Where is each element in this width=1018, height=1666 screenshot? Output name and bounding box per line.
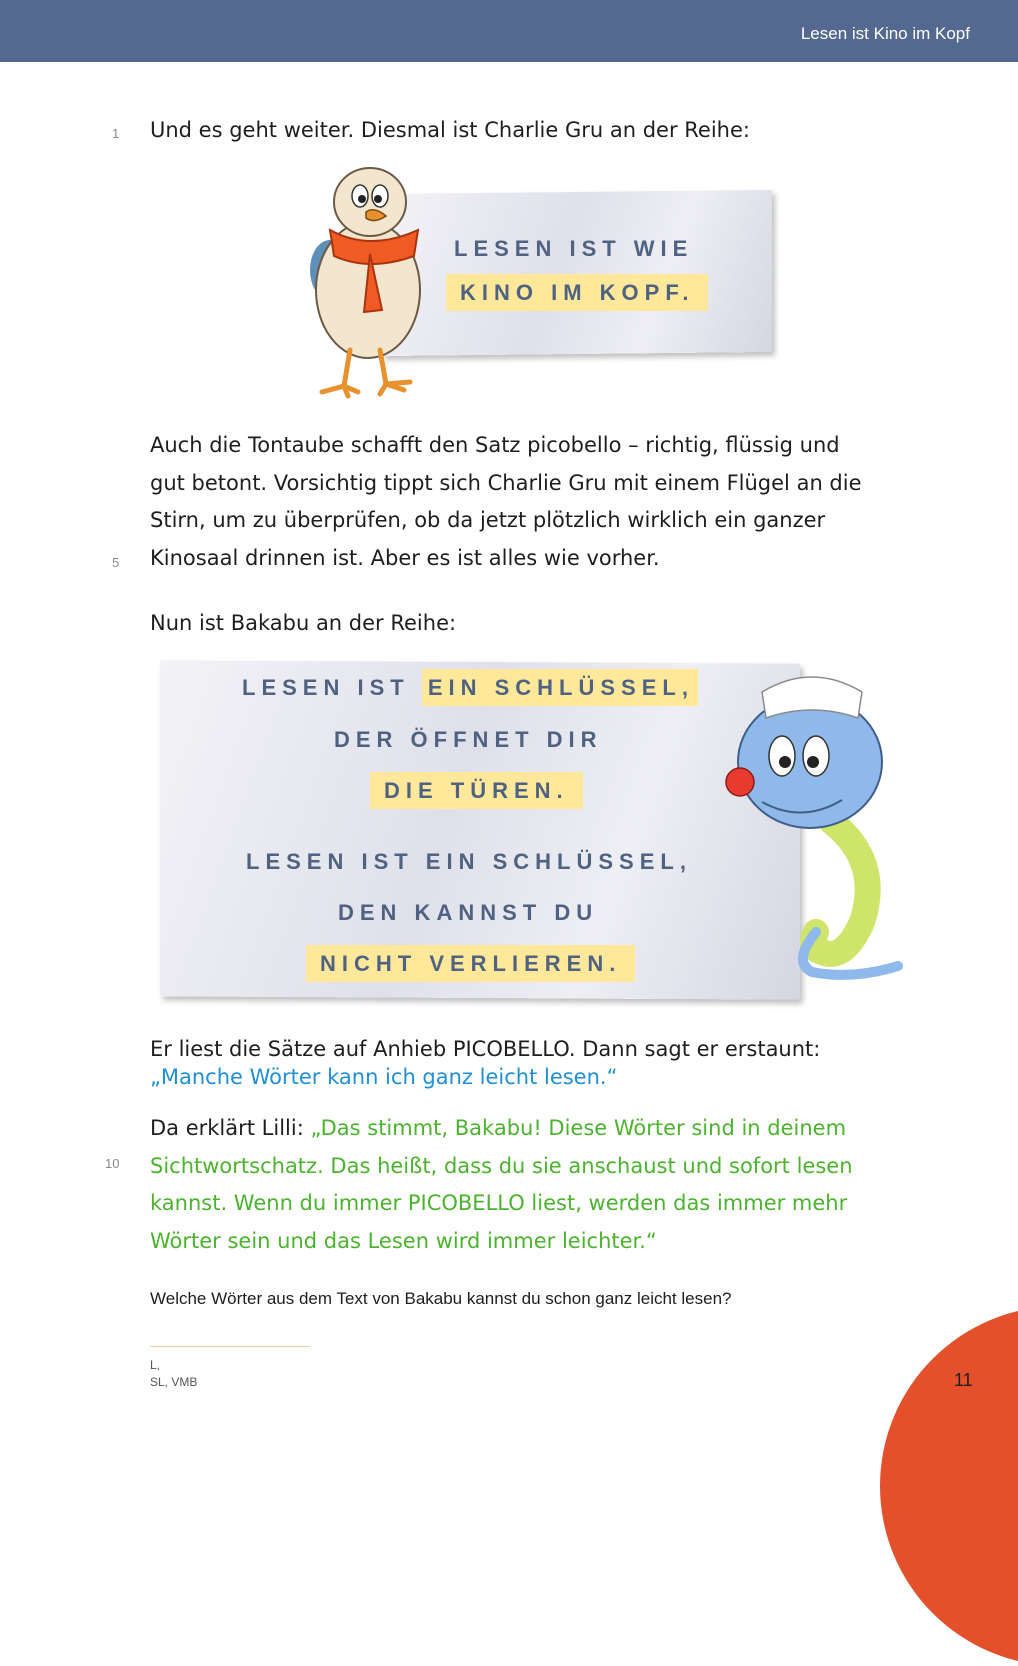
line-number-1: 1 — [112, 126, 120, 141]
sign2-line1-highlight: EIN SCHLÜSSEL, — [422, 669, 698, 706]
bakabu-intro: Nun ist Bakabu an der Reihe: — [150, 611, 457, 635]
sign2-line1 — [242, 675, 698, 701]
paragraph1-line3: Stirn, um zu überprüfen, ob da jetzt plötzlich wirklich ein ganzer — [150, 508, 826, 532]
sign1-line1: LESEN IST WIE — [454, 236, 694, 261]
paragraph3-lead: Da erklärt Lilli: — [150, 1116, 311, 1140]
paragraph3-line4: Wörter sein und das Lesen wird immer leichter.“ — [150, 1229, 657, 1253]
paragraph3-line3: kannst. Wenn du immer PICOBELLO liest, werden das immer mehr — [150, 1191, 848, 1215]
sign2-line2: DER ÖFFNET DIR — [334, 727, 603, 752]
sign2-line6 — [306, 951, 635, 977]
page-number: 11 — [954, 1370, 973, 1390]
task-question: Welche Wörter aus dem Text von Bakabu kannst du schon ganz leicht lesen? — [150, 1289, 732, 1308]
paragraph2-quote: „Manche Wörter kann ich ganz leicht lesen.“ — [150, 1065, 618, 1089]
sign2-line4: LESEN IST EIN SCHLÜSSEL, — [246, 849, 692, 874]
intro-text: Und es geht weiter. Diesmal ist Charlie Gru an der Reihe: — [150, 118, 750, 142]
sign2-line5: DEN KANNST DU — [338, 900, 599, 925]
line-number-5: 5 — [112, 555, 120, 570]
header-title: Lesen ist Kino im Kopf — [800, 24, 970, 43]
sign1-line2 — [446, 280, 708, 306]
line-number-10: 10 — [105, 1156, 120, 1171]
footer-divider — [150, 1346, 310, 1347]
charlie-gru-bird-illustration — [300, 160, 430, 400]
paragraph2-line1: Er liest die Sätze auf Anhieb PICOBELLO. Dann sagt er erstaunt: — [150, 1037, 821, 1061]
paragraph1-line2: gut betont. Vorsichtig tippt sich Charlie Gru mit einem Flügel an die — [150, 471, 862, 495]
bakabu-illustration — [712, 662, 912, 982]
paragraph3-line1 — [150, 1109, 846, 1147]
sign2-line3-highlight: DIE TÜREN. — [370, 772, 583, 809]
footer-note-2: SL, VMB — [150, 1375, 198, 1389]
paragraph1-line1: Auch die Tontaube schafft den Satz picobello – richtig, flüssig und — [150, 433, 840, 457]
footer-note-1: L, — [150, 1358, 161, 1372]
paragraph1-line4: Kinosaal drinnen ist. Aber es ist alles wie vorher. — [150, 546, 660, 570]
sign2-line6-highlight: NICHT VERLIEREN. — [306, 945, 635, 982]
paragraph3-line2: Sichtwortschatz. Das heißt, dass du sie anschaust und sofort lesen — [150, 1154, 853, 1178]
sign-card-kino — [382, 190, 772, 356]
sign2-line1-part1: LESEN IST — [242, 675, 410, 700]
paragraph3-quote-start: „Das stimmt, Bakabu! Diese Wörter sind in deinem — [310, 1116, 847, 1140]
corner-decoration — [880, 1306, 1018, 1666]
sign2-line3 — [370, 778, 583, 804]
sign1-line2-highlight: KINO IM KOPF. — [446, 274, 708, 311]
